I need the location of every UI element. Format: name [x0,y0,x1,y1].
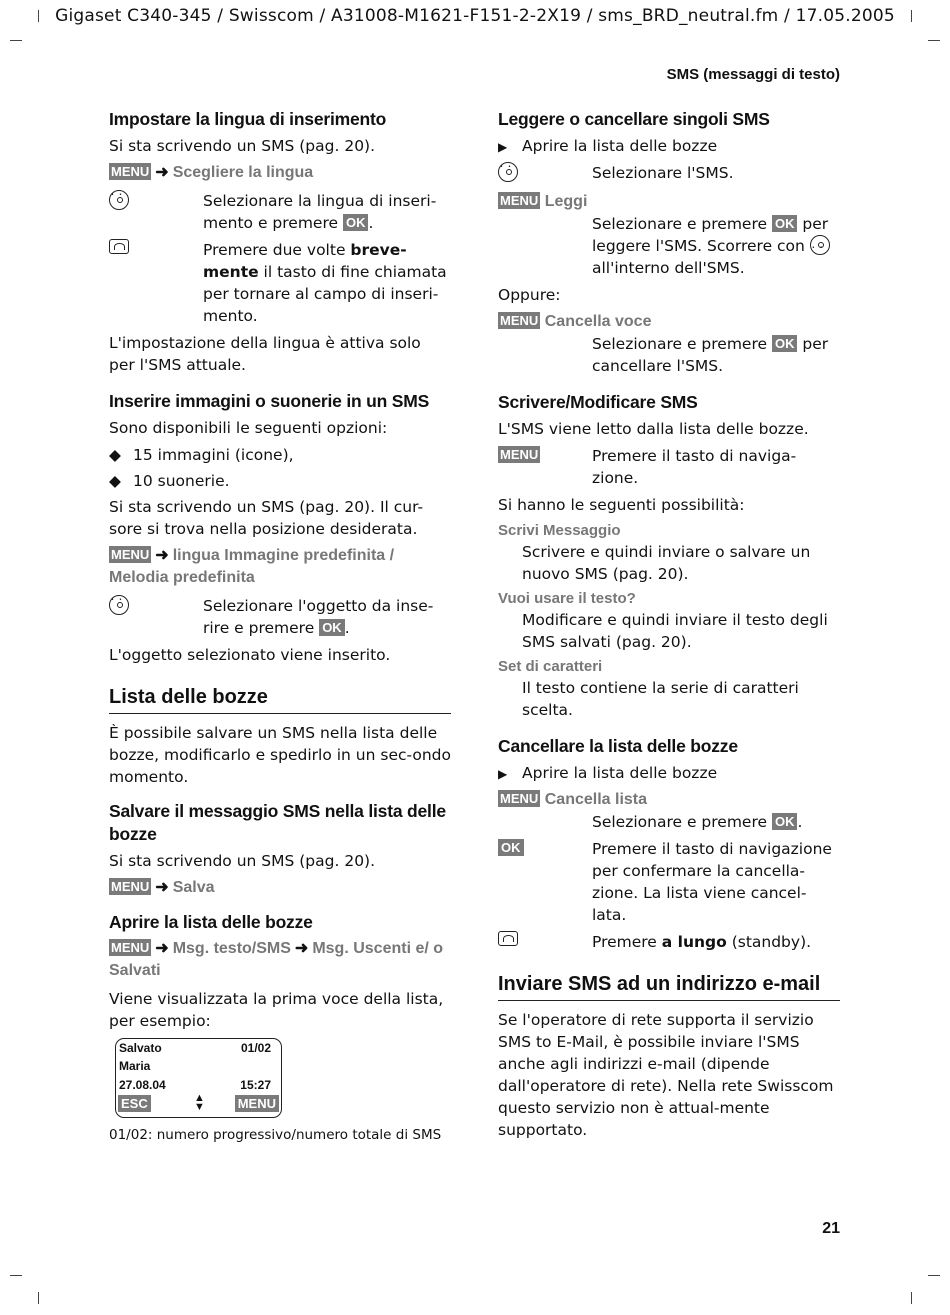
navigation-key-icon [109,190,129,210]
command-label: Msg. Uscenti e/ o Salvati [109,940,444,979]
menu-command [498,191,840,213]
paragraph: Se l'operatore di rete supporta il servizio SMS to E-Mail, è possibile inviare l'SMS anche agli indirizzi e-mail (dipende dall'operatore di rete). Nella rete Swisscom questo servizio non è attual-mente supportato. [498,1011,834,1139]
command-label: Cancella voce [544,313,652,330]
menu-command [498,311,840,333]
step-text: Selezionare l'SMS. [592,164,734,182]
ok-key: OK [343,214,369,231]
paragraph: Si hanno le seguenti possibilità: [498,496,745,514]
command-label: Msg. testo/SMS [172,940,291,957]
instruction-step [109,239,451,327]
chapter-title: Inviare SMS ad un indirizzo e-mail [498,971,840,1001]
paragraph: L'SMS viene letto dalla lista delle bozze. [498,420,809,438]
command-label: Salva [172,879,215,896]
paragraph: Oppure: [498,286,561,304]
section-title: Salvare il messaggio SMS nella lista delle bozze [109,801,446,844]
paragraph: L'oggetto selezionato viene inserito. [109,646,391,664]
step-text-part: Premere [592,933,662,951]
diamond-bullet-icon: ◆ [109,446,121,464]
navigation-key-icon [498,162,518,182]
crop-mark [911,1292,912,1304]
step-text: Premere il tasto di naviga-zione. [592,447,797,487]
option-description: Il testo contiene la serie di caratteri scelta. [522,679,799,719]
ok-key: OK [319,619,345,636]
triangle-bullet-icon: ▶ [498,767,508,781]
step-text-end: . [344,619,350,637]
section-title: Scrivere/Modificare SMS [498,392,698,412]
display-counter: 01/02 [240,1041,271,1055]
menu-command [109,938,451,982]
paragraph: Si sta scrivendo un SMS (pag. 20). [109,852,376,870]
menu-key: MENU [111,164,150,179]
list-item-text: Aprire la lista delle bozze [522,137,718,155]
menu-command [109,162,451,184]
section-title: Leggere o cancellare singoli SMS [498,109,770,129]
paragraph: Viene visualizzata la prima voce della lista, per esempio: [109,990,444,1030]
display-date: 27.08.04 [119,1078,166,1092]
menu-command [498,789,840,811]
list-item-text: 10 suonerie. [133,472,230,490]
menu-key: MENU [500,193,539,208]
crop-mark [38,1292,39,1304]
list-item-text: Aprire la lista delle bozze [522,764,718,782]
arrow-icon: ➜ [155,547,169,564]
arrow-icon: ➜ [155,164,169,181]
ok-key: OK [772,215,798,232]
display-name: Maria [119,1059,151,1073]
list-item [109,444,451,466]
arrow-icon: ➜ [294,940,309,957]
step-text-bold: breve-mente [203,241,407,281]
left-column [109,108,451,1145]
paragraph: Sono disponibili le seguenti opzioni: [109,419,388,437]
list-item [498,762,840,785]
option-label: Vuoi usare il testo? [498,590,636,607]
step-text-part: Selezionare e premere [592,215,768,233]
step-text-part: Selezionare e premere [592,813,768,831]
step-text-part: per cancellare l'SMS. [592,335,829,375]
end-call-key-icon [109,239,129,254]
menu-key: MENU [111,879,150,894]
step-text: Premere il tasto di navigazione per confermare la cancella-zione. La lista viene cancel-lata. [592,840,832,924]
running-head: SMS (messaggi di testo) [666,66,840,83]
menu-key: MENU [500,447,539,462]
menu-key: MENU [500,791,539,806]
diamond-bullet-icon: ◆ [109,472,121,490]
page-number: 21 [822,1220,840,1237]
step-text: Selezionare la lingua di inseri-mento e premere [203,192,437,232]
section-title: Impostare la lingua di inserimento [109,109,387,129]
ok-key: OK [772,813,798,830]
navigation-key-icon [810,235,830,255]
step-text: Selezionare l'oggetto da inse-rire e premere [203,597,434,637]
paragraph: L'impostazione della lingua è attiva solo per l'SMS attuale. [109,334,421,374]
menu-command [109,877,451,899]
paragraph: Si sta scrivendo un SMS (pag. 20). Il cur-sore si trova nella posizione desiderata. [109,498,424,538]
step-text-part: . [797,813,803,831]
crop-mark [10,1275,22,1276]
step-text [592,811,840,833]
arrow-icon: ➜ [155,879,169,896]
arrow-icon: ➜ [155,940,169,957]
navigation-key-icon [109,595,129,615]
paragraph: È possibile salvare un SMS nella lista delle bozze, modificarlo e spedirlo in un sec-ondo momento. [109,724,452,786]
step-text-end: il tasto di fine chiamata per tornare al campo di inseri-mento. [203,263,447,325]
step-text-end: . [368,214,374,232]
crop-mark [928,1275,940,1276]
paragraph: Si sta scrivendo un SMS (pag. 20). [109,137,376,155]
crop-mark [928,40,940,41]
menu-command [109,545,451,589]
menu-key: MENU [500,313,539,328]
menu-softkey: MENU [235,1095,279,1112]
step-text-part: Selezionare e premere [592,335,768,353]
command-label: Cancella lista [544,791,648,808]
step-text [592,333,840,377]
esc-softkey: ESC [118,1095,151,1112]
option-label: Set di caratteri [498,658,603,675]
option-label: Scrivi Messaggio [498,522,621,539]
crop-mark [10,40,22,41]
right-column [498,108,840,1146]
step-text-part: all'interno dell'SMS. [592,259,745,277]
option-description: Scrivere e quindi inviare o salvare un nuovo SMS (pag. 20). [522,543,811,583]
option-description: Modificare e quindi inviare il testo degli SMS salvati (pag. 20). [522,611,828,651]
step-text-part: per leggere l'SMS. Scorrere con [592,215,829,255]
triangle-bullet-icon: ▶ [498,140,508,154]
section-title: Aprire la lista delle bozze [109,912,313,932]
ok-key: OK [772,335,798,352]
step-text-bold: a lungo [661,933,727,951]
section-title: Cancellare la lista delle bozze [498,736,738,756]
ok-key: OK [498,839,524,856]
document-header: Gigaset C340-345 / Swisscom / A31008-M1621-F151-2-2X19 / sms_BRD_neutral.fm / 17.05.2005 [55,6,895,26]
step-text-part: (standby). [726,933,812,951]
list-item [109,470,451,492]
section-title: Inserire immagini o suonerie in un SMS [109,391,430,411]
instruction-step [498,838,840,926]
instruction-step [498,931,840,953]
chapter-title: Lista delle bozze [109,684,451,714]
caption: 01/02: numero progressivo/numero totale di SMS [109,1127,442,1143]
step-text [592,213,840,279]
instruction-step [109,190,451,234]
end-call-key-icon [498,931,518,946]
instruction-step [498,445,840,489]
menu-key: MENU [111,940,150,955]
menu-key: MENU [111,547,150,562]
display-example [115,1038,282,1118]
instruction-step [498,162,840,186]
updown-arrow-icon: ▲ ▼ [194,1092,205,1113]
step-text: Premere due volte [203,241,351,259]
display-time: 15:27 [240,1078,271,1092]
list-item [498,135,840,158]
command-label: Leggi [544,193,588,210]
instruction-step [109,595,451,639]
command-label: Scegliere la lingua [172,164,314,181]
command-label: lingua Immagine predefinita / Melodia predefinita [109,547,395,586]
display-status: Salvato [119,1041,162,1055]
list-item-text: 15 immagini (icone), [133,446,294,464]
